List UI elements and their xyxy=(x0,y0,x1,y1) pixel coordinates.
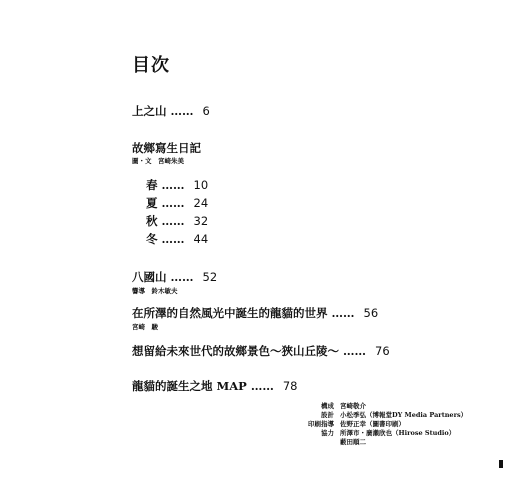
toc-entry-credit: 圖・文 宮崎朱美 xyxy=(132,157,184,165)
credit-row xyxy=(294,429,467,438)
credit-role: 印刷指導 xyxy=(308,420,334,428)
toc-subentry-title: 冬 xyxy=(146,232,158,246)
toc-entry-title: 在所澤的自然風光中誕生的龍貓的世界 xyxy=(132,306,328,320)
toc-entry-dots: …… xyxy=(170,104,194,118)
credit-row xyxy=(294,438,467,447)
credit-role: 設計 xyxy=(321,411,334,419)
toc-entry-page: 52 xyxy=(202,270,218,284)
toc-subentry xyxy=(146,231,208,247)
toc-entry-credit: 宮崎 駿 xyxy=(132,323,158,331)
toc-subentry-dots: …… xyxy=(161,214,185,228)
toc-subentry-page: 32 xyxy=(193,214,209,228)
toc-entry-dots: …… xyxy=(343,344,367,358)
toc-subentry-dots: …… xyxy=(161,196,185,210)
credit-name: 藪田順二 xyxy=(340,438,366,446)
toc-entry-page: 6 xyxy=(202,104,210,118)
toc-entry-page: 56 xyxy=(363,306,379,320)
toc-entry-title: 龍貓的誕生之地 MAP xyxy=(132,379,247,393)
toc-subentry-page: 24 xyxy=(193,196,209,210)
toc-subentry xyxy=(146,177,208,193)
toc-subentry xyxy=(146,195,208,211)
toc-entry-dots: …… xyxy=(250,379,274,393)
credit-role xyxy=(294,438,334,447)
toc-subentry-page: 10 xyxy=(193,178,209,192)
toc-entry-title: 上之山 xyxy=(132,104,167,118)
toc-entry-title: 故鄉寫生日記 xyxy=(132,141,201,155)
toc-subentry-dots: …… xyxy=(161,232,185,246)
credit-name: 佐野正幸（圖書印刷） xyxy=(340,420,405,428)
toc-entry xyxy=(132,378,297,394)
toc-subentry-title: 春 xyxy=(146,178,158,192)
toc-entry xyxy=(132,343,390,359)
toc-subentry-title: 夏 xyxy=(146,196,158,210)
toc-entry xyxy=(132,140,201,156)
toc-entry-title: 想留給未來世代的故鄉景色～狹山丘陵～ xyxy=(132,344,339,358)
toc-entry-page: 76 xyxy=(375,344,390,358)
toc-subentry-title: 秋 xyxy=(146,214,158,228)
credit-name: 所澤市・廣瀨欣也（Hirose Studio） xyxy=(340,429,456,437)
page-edge-marker xyxy=(499,460,503,468)
toc-entry-page: 78 xyxy=(282,379,298,393)
toc-entry-credit: 響導 鈴木敏夫 xyxy=(132,287,178,295)
toc-entry-title: 八國山 xyxy=(132,270,167,284)
toc-entry xyxy=(132,103,210,119)
credit-name: 小松季弘（博報堂DY Media Partners） xyxy=(340,411,468,419)
credit-role: 構成 xyxy=(321,402,334,410)
toc-entry-dots: …… xyxy=(331,306,355,320)
credit-row xyxy=(294,402,467,411)
toc-entry xyxy=(132,269,217,285)
credits-block xyxy=(294,402,467,447)
toc-entry-dots: …… xyxy=(170,270,194,284)
credit-row xyxy=(294,411,467,420)
toc-subentry xyxy=(146,213,208,229)
credit-role: 協力 xyxy=(321,429,334,437)
credit-row xyxy=(294,420,467,429)
page-title: 目次 xyxy=(132,55,170,76)
credit-name: 宮崎敬介 xyxy=(340,402,366,410)
toc-subentry-page: 44 xyxy=(193,232,209,246)
toc-entry xyxy=(132,305,378,321)
toc-subentry-dots: …… xyxy=(161,178,185,192)
